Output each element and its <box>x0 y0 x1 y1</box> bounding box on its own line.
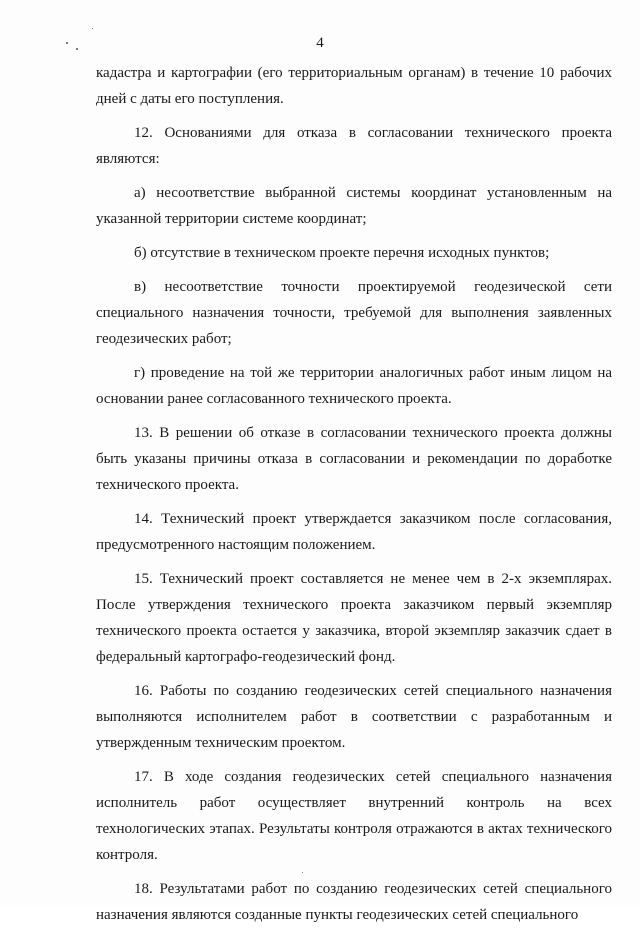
paragraph-12: 12. Основаниями для отказа в согласовании технического проекта являются: <box>96 125 612 167</box>
paragraph-15: 15. Технический проект составляется не менее чем в 2-х экземплярах. После утверждения технического проекта заказчиком первый экземпляр технического проекта остается у заказчика, второй экземпляр заказчик сдает в федеральный картографо-геодезический фонд. <box>96 571 612 665</box>
paragraph-12b: б) отсутствие в техническом проекте перечня исходных пунктов; <box>134 245 550 261</box>
paragraph-12v: в) несоответствие точности проектируемой геодезической сети специального назначения точности, требуемой для выполнения заявленных геодезических работ; <box>96 279 612 347</box>
paragraph-18: 18. Результатами работ по созданию геодезических сетей специального назначения являются созданные пункты геодезических сетей специального <box>96 881 612 923</box>
document-body <box>96 60 612 936</box>
paragraph-17: 17. В ходе создания геодезических сетей специального назначения исполнитель работ осуществляет внутренний контроль на всех технологических этапах. Результаты контроля отражаются в актах технического контроля. <box>96 769 612 863</box>
paragraph-14: 14. Технический проект утверждается заказчиком после согласования, предусмотренного настоящим положением. <box>96 511 612 553</box>
paragraph-16: 16. Работы по созданию геодезических сетей специального назначения выполняются исполнителем работ в соответствии с разработанным и утвержденным техническим проектом. <box>96 683 612 751</box>
paragraph-13: 13. В решении об отказе в согласовании технического проекта должны быть указаны причины отказа в согласовании и рекомендации по доработке технического проекта. <box>96 425 612 493</box>
paragraph-continuation: кадастра и картографии (его территориальным органам) в течение 10 рабочих дней с даты его поступления. <box>96 65 612 107</box>
paragraph-12a: а) несоответствие выбранной системы координат установленным на указанной территории системе координат; <box>96 185 612 227</box>
paragraph-12g: г) проведение на той же территории аналогичных работ иным лицом на основании ранее согласованного технического проекта. <box>96 365 612 407</box>
page-number: 4 <box>316 35 324 51</box>
scan-speck <box>92 28 93 29</box>
